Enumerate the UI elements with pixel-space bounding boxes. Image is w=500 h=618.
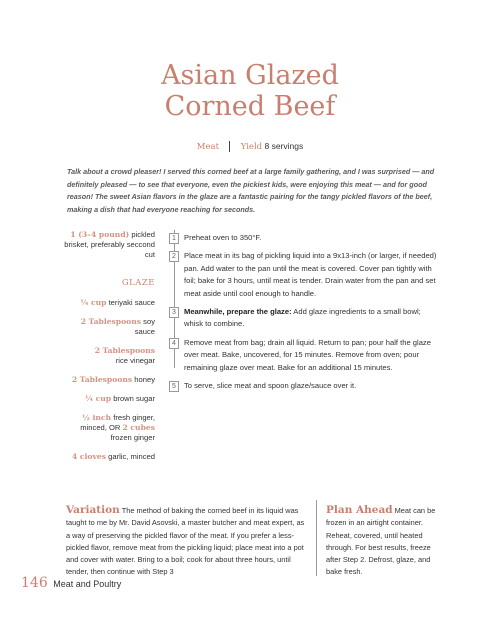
page-footer — [21, 575, 121, 591]
section-name: Meat and Poultry — [53, 579, 122, 589]
ingredient-text: pickled brisket, preferably seccond cut — [64, 230, 155, 259]
step-text: Preheat oven to 350°F. — [184, 233, 262, 242]
ingredient-text: honey — [134, 375, 155, 384]
variation-text: The method of baking the corned beef in its liquid was taught to me by Mr. David Asovski, a master butcher and meat expert, as a way of preserving the pickled flavor of the meat. If you prefer a less-pickled flavor, remove meat from the pickling liquid; place meat into a pot and cover with water. Bring to a boil; cook for about three hours, until tender, then continue with Step 3 — [66, 506, 305, 577]
ingredient-item — [62, 452, 155, 462]
ingredient-item — [62, 413, 155, 443]
variation-heading: Variation — [66, 504, 120, 516]
plan-ahead-note — [326, 504, 438, 579]
ingredient-amount-alt: 2 cubes — [122, 423, 155, 432]
ingredient-text: soy sauce — [134, 317, 155, 336]
ingredient-amount: ¼ cup — [85, 394, 112, 403]
ingredient-text: fresh ginger, minced, OR — [80, 413, 155, 432]
ingredient-text: brown sugar — [113, 394, 155, 403]
step-text: Place meat in its bag of pickling liquid into a 9x13-inch (or larger, if needed) pan. Add water to the pan until the meat is covered. Cover pan tightly with foil; bake for 3 hours, until meat is tender. Drain water from the pan and set meat aside until cool enough to handle. — [184, 251, 437, 298]
ingredient-item — [62, 346, 155, 366]
category: Meat — [196, 142, 219, 152]
ingredient-item — [62, 394, 155, 404]
notes-divider — [316, 500, 317, 576]
step-number: 2 — [169, 251, 179, 262]
ingredient-amount: ¼ cup — [80, 298, 107, 307]
ingredient-amount: ½ inch — [81, 413, 112, 422]
ingredient-amount: 4 cloves — [71, 452, 107, 461]
step-text: Remove meat from bag; drain all liquid. Return to pan; pour half the glaze over meat. Bake, uncovered, for 15 minutes. Remove from oven; pour remaining glaze over meat. Bake for an additional 15 minutes. — [184, 337, 431, 372]
step-item — [170, 250, 440, 300]
step-number: 3 — [169, 307, 179, 318]
step-number: 1 — [169, 233, 179, 244]
step-item — [170, 337, 440, 374]
intro-paragraph: Talk about a crowd pleaser! I served this corned beef at a large family gathering, and I was surprised — and definitely pleased — to see that everyone, even the pickiest kids, were enjoying this meat — and for good reason! The sweet Asian flavors in the glaze are a fantastic pairing for the tangy pickled flavors of the beef, making a dish that had everyone reaching for seconds. — [67, 167, 435, 214]
step-item — [170, 380, 440, 392]
ingredient-text: teriyaki sauce — [108, 298, 155, 307]
step-number: 4 — [169, 338, 179, 349]
step-number: 5 — [169, 381, 179, 392]
title-line-2: Corned Beef — [164, 91, 336, 122]
ingredient-amount: 2 Tablespoons — [80, 317, 142, 326]
title-line-1: Asian Glazed — [161, 60, 339, 91]
ingredients-list — [62, 230, 155, 471]
ingredient-item — [62, 230, 155, 260]
yield-label: Yield — [240, 142, 263, 152]
step-text: Add glaze ingredients to a small bowl; whisk to combine. — [184, 307, 421, 329]
ingredient-text: rice vinegar — [115, 356, 155, 365]
steps-list — [170, 232, 440, 398]
glaze-heading: GLAZE — [121, 278, 155, 288]
ingredient-text: garlic, minced — [108, 452, 155, 461]
plan-ahead-text: Meat can be frozen in an airtight container. Reheat, covered, until heated through. For best results, freeze after Step 2. Defrost, glaze, and bake fresh. — [326, 506, 436, 577]
recipe-meta — [0, 141, 500, 153]
ingredient-amount: 2 Tablespoons — [94, 346, 155, 355]
ingredient-text-alt: frozen ginger — [110, 433, 155, 442]
ingredient-amount: 1 (3–4 pound) — [70, 230, 130, 239]
ingredient-item — [62, 375, 155, 385]
ingredient-amount: 2 Tablespoons — [71, 375, 133, 384]
ingredient-item — [62, 317, 155, 337]
page-number: 146 — [21, 575, 48, 591]
recipe-title — [0, 60, 500, 122]
meta-divider — [229, 141, 230, 152]
step-lead: Meanwhile, prepare the glaze: — [184, 307, 292, 317]
variation-note — [66, 504, 306, 579]
plan-ahead-heading: Plan Ahead — [326, 504, 393, 516]
yield-value: 8 servings — [264, 141, 304, 151]
step-text: To serve, slice meat and spoon glaze/sauce over it. — [184, 381, 357, 391]
ingredient-item — [62, 298, 155, 308]
step-item — [170, 232, 440, 244]
step-item — [170, 306, 440, 331]
